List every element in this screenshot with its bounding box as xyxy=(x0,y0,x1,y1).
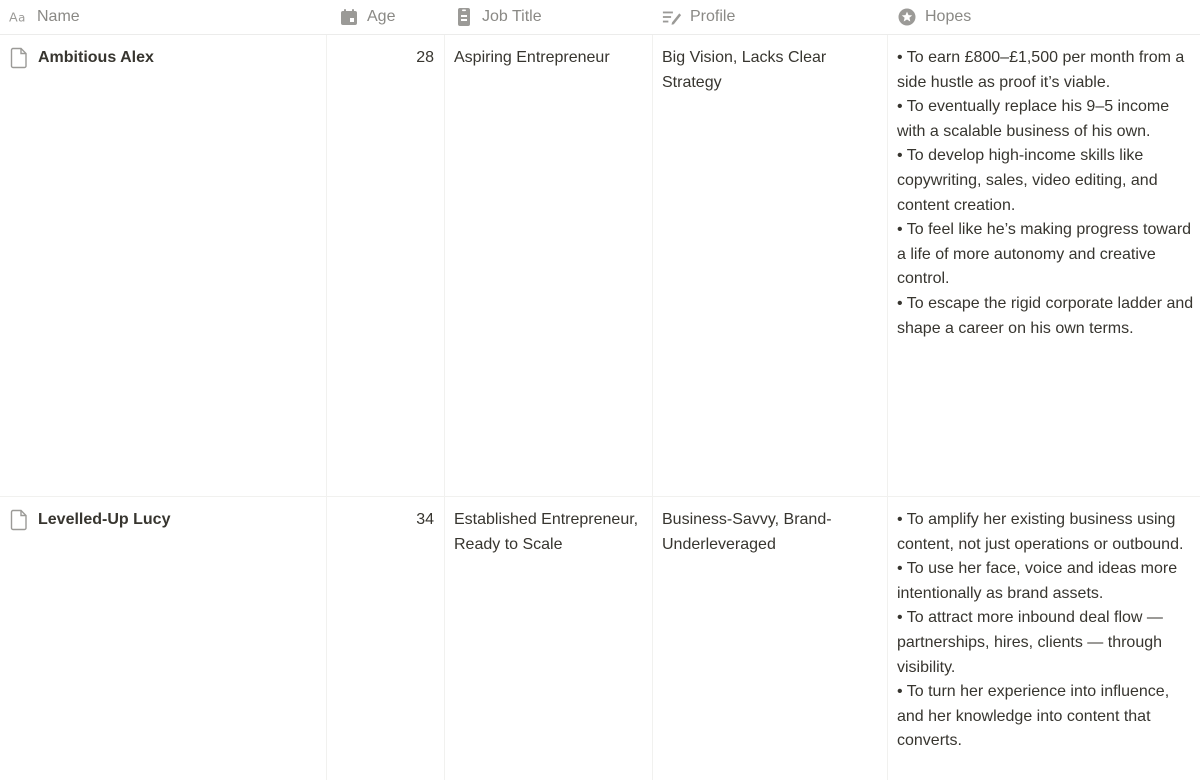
page-icon xyxy=(9,47,29,69)
star-circle-icon xyxy=(897,7,917,27)
calendar-icon xyxy=(339,7,359,27)
svg-text:A: A xyxy=(9,9,18,25)
hope-item: • To feel like he’s making progress toward a life of more autonomy and creative control. xyxy=(897,221,1192,288)
cell-hopes[interactable] xyxy=(888,35,1200,496)
cell-job-title[interactable] xyxy=(445,35,653,496)
column-header-profile-label: Profile xyxy=(690,8,736,25)
row-age: 34 xyxy=(416,511,434,528)
column-header-job-title-label: Job Title xyxy=(482,8,542,25)
row-profile: Big Vision, Lacks Clear Strategy xyxy=(662,49,827,91)
table-header xyxy=(0,0,1200,35)
cell-hopes[interactable] xyxy=(888,497,1200,780)
cell-profile[interactable] xyxy=(653,35,888,496)
page-icon xyxy=(9,509,29,531)
cell-name[interactable] xyxy=(0,35,327,496)
svg-text:a: a xyxy=(18,10,26,25)
column-header-name-label: Name xyxy=(37,8,80,25)
column-header-hopes-label: Hopes xyxy=(925,8,972,25)
hope-item: • To develop high-income skills like copywriting, sales, video editing, and content creation. xyxy=(897,147,1158,214)
row-age: 28 xyxy=(416,49,434,66)
cell-age[interactable] xyxy=(327,35,445,496)
column-header-age-label: Age xyxy=(367,8,396,25)
row-name: Levelled-Up Lucy xyxy=(38,511,171,528)
hope-item: • To turn her experience into influence, and her knowledge into content that converts. xyxy=(897,683,1170,750)
column-header-hopes[interactable] xyxy=(888,0,1200,34)
table-row[interactable] xyxy=(0,497,1200,780)
cell-age[interactable] xyxy=(327,497,445,780)
row-job-title: Aspiring Entrepreneur xyxy=(454,49,610,66)
column-header-age[interactable] xyxy=(327,0,445,34)
hope-item: • To eventually replace his 9–5 income with a scalable business of his own. xyxy=(897,98,1170,140)
row-job-title: Established Entrepreneur, Ready to Scale xyxy=(454,511,639,553)
cell-name[interactable] xyxy=(0,497,327,780)
row-name: Ambitious Alex xyxy=(38,49,154,66)
hope-item: • To use her face, voice and ideas more intentionally as brand assets. xyxy=(897,560,1178,602)
hope-item: • To amplify her existing business using content, not just operations or outbound. xyxy=(897,511,1184,553)
row-profile: Business-Savvy, Brand-Underleveraged xyxy=(662,511,832,553)
table-row[interactable] xyxy=(0,35,1200,497)
cell-job-title[interactable] xyxy=(445,497,653,780)
hope-item: • To earn £800–£1,500 per month from a side hustle as proof it’s viable. xyxy=(897,49,1185,91)
column-header-profile[interactable] xyxy=(653,0,888,34)
column-header-name[interactable] xyxy=(0,0,327,34)
text-type-icon xyxy=(9,7,29,27)
column-header-job-title[interactable] xyxy=(445,0,653,34)
cell-profile[interactable] xyxy=(653,497,888,780)
hope-item: • To escape the rigid corporate ladder and shape a career on his own terms. xyxy=(897,294,1194,337)
text-edit-icon xyxy=(662,7,682,27)
hope-item: • To attract more inbound deal flow — partnerships, hires, clients — through visibility. xyxy=(897,609,1163,676)
id-badge-icon xyxy=(454,7,474,27)
